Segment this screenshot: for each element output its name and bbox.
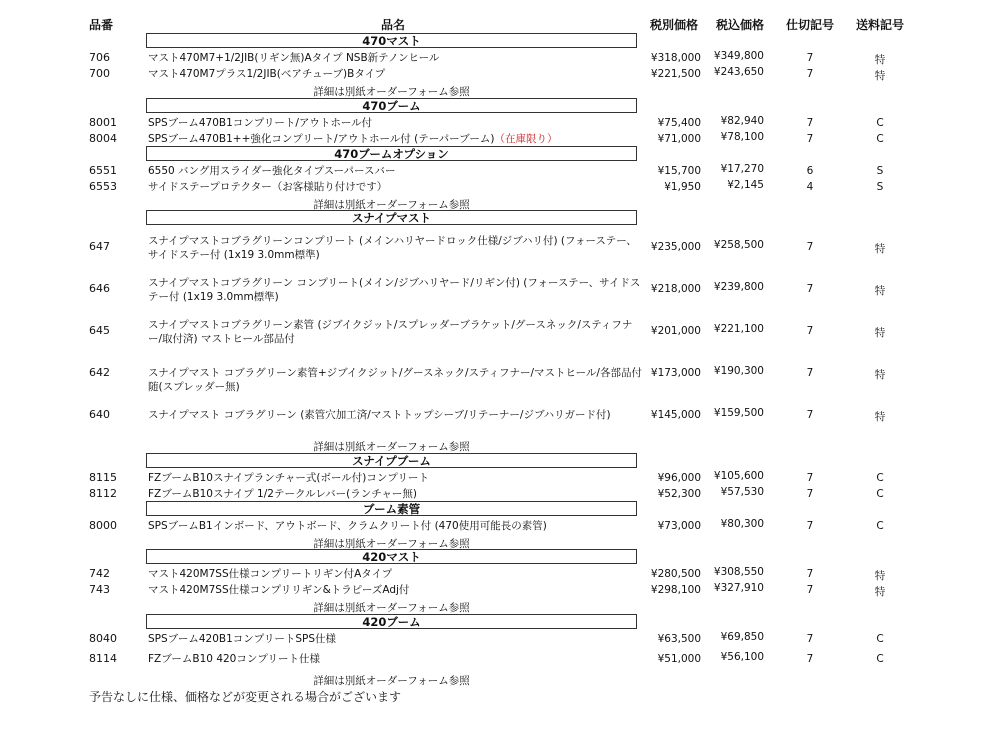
- item-name: [148, 652, 643, 666]
- price-ex-tax: ¥1,950: [664, 181, 701, 193]
- price-ex-tax: ¥218,000: [650, 283, 701, 295]
- price-ex-tax: ¥63,500: [657, 633, 701, 645]
- item-name: [148, 471, 643, 485]
- item-code: 646: [89, 282, 110, 295]
- item-code: 6553: [89, 180, 117, 193]
- detail-note: 詳細は別紙オーダーフォーム参照: [313, 199, 470, 211]
- item-name-text: マスト470M7プラス1/2JIB(ベアチューブ)Bタイプ: [148, 68, 386, 80]
- header-price-ex: 税別価格: [650, 18, 699, 32]
- item-name-text: FZブームB10スナイプ 1/2テークルレバー(ランチャー無): [148, 488, 418, 500]
- item-name-text: SPSブームB1インボード、アウトボード、クラムクリート付 (470使用可能長の素管): [148, 520, 547, 532]
- item-name: [148, 318, 643, 346]
- item-name-text: スナイプマストコブラグリーン素管 (ジブイクジット/スプレッダーブラケット/グースネック/スティフナー/取付済) マストヒール部品付: [148, 319, 633, 345]
- item-name: [148, 180, 643, 194]
- item-code: 8040: [89, 632, 117, 645]
- cut-code: 7: [806, 488, 814, 500]
- price-in-tax: ¥258,500: [713, 239, 764, 251]
- item-name-text: スナイプマスト コブラグリーン素管+ジブイクジット/グースネック/スティフナー/マストヒール/各部品付随(スプレッダー無): [148, 367, 642, 393]
- item-code: 742: [89, 567, 110, 580]
- price-in-tax: ¥190,300: [713, 365, 764, 377]
- section-header: 470マスト: [146, 33, 637, 48]
- item-code: 6551: [89, 164, 117, 177]
- cut-code: 7: [806, 283, 814, 295]
- price-in-tax: ¥308,550: [713, 566, 764, 578]
- header-code: 品番: [89, 18, 114, 32]
- item-name-text: スナイプマストコブラグリーンコンプリート (メインハリヤードロック仕様/ジブハリ付) (フォーステー、サイドステー付 (1x19 3.0mm標準): [148, 235, 637, 261]
- detail-note: 詳細は別紙オーダーフォーム参照: [313, 602, 470, 614]
- cut-code: 7: [806, 241, 814, 253]
- item-name: [148, 116, 643, 130]
- ship-code: 特: [874, 327, 886, 339]
- item-name-text: スナイプマストコブラグリーン コンプリート(メイン/ジブハリヤード/リギン付) (フォーステー、サイドステー付 (1x19 3.0mm標準): [148, 277, 641, 303]
- item-code: 706: [89, 51, 110, 64]
- cut-code: 7: [806, 568, 814, 580]
- item-code: 8114: [89, 652, 117, 665]
- price-in-tax: ¥243,650: [713, 66, 764, 78]
- price-in-tax: ¥159,500: [713, 407, 764, 419]
- ship-code: C: [876, 133, 884, 145]
- cut-code: 7: [806, 117, 814, 129]
- item-code: 700: [89, 67, 110, 80]
- cut-code: 7: [806, 584, 814, 596]
- item-code: 647: [89, 240, 110, 253]
- price-in-tax: ¥57,530: [720, 486, 764, 498]
- ship-code: C: [876, 117, 884, 129]
- price-ex-tax: ¥280,500: [650, 568, 701, 580]
- item-name: [148, 234, 643, 262]
- cut-code: 7: [806, 367, 814, 379]
- ship-code: 特: [874, 243, 886, 255]
- cut-code: 7: [806, 653, 814, 665]
- price-ex-tax: ¥75,400: [657, 117, 701, 129]
- ship-code: 特: [874, 54, 886, 66]
- cut-code: 4: [806, 181, 814, 193]
- item-name: [148, 51, 643, 65]
- cut-code: 7: [806, 133, 814, 145]
- item-name-text: SPSブーム470B1++強化コンプリート/アウトホール付 (テーパーブーム): [148, 133, 495, 145]
- cut-code: 6: [806, 165, 814, 177]
- price-in-tax: ¥221,100: [713, 323, 764, 335]
- price-in-tax: ¥17,270: [720, 163, 764, 175]
- item-name-text: マスト420M7SS仕様コンプリリギン&トラピーズAdj付: [148, 584, 410, 596]
- ship-code: S: [876, 181, 884, 193]
- item-name-text: FZブームB10スナイプランチャー式(ボール付)コンプリート: [148, 472, 429, 484]
- price-ex-tax: ¥96,000: [657, 472, 701, 484]
- price-in-tax: ¥82,940: [720, 115, 764, 127]
- section-header: 420マスト: [146, 549, 637, 564]
- ship-code: 特: [874, 285, 886, 297]
- item-code: 8000: [89, 519, 117, 532]
- item-name-text: SPSブーム470B1コンプリート/アウトホール付: [148, 117, 373, 129]
- item-name-text: スナイプマスト コブラグリーン (素管穴加工済/マストトップシーブ/リテーナー/ジブハリガード付): [148, 409, 611, 421]
- item-name: [148, 583, 643, 597]
- price-ex-tax: ¥73,000: [657, 520, 701, 532]
- item-name: [148, 276, 643, 304]
- price-in-tax: ¥69,850: [720, 631, 764, 643]
- detail-note: 詳細は別紙オーダーフォーム参照: [313, 538, 470, 550]
- cut-code: 7: [806, 633, 814, 645]
- section-header: ブーム素管: [146, 501, 637, 516]
- cut-code: 7: [806, 68, 814, 80]
- price-in-tax: ¥349,800: [713, 50, 764, 62]
- detail-note: 詳細は別紙オーダーフォーム参照: [313, 441, 470, 453]
- price-ex-tax: ¥221,500: [650, 68, 701, 80]
- cut-code: 7: [806, 409, 814, 421]
- item-name-text: SPSブーム420B1コンプリートSPS仕様: [148, 633, 337, 645]
- detail-note: 詳細は別紙オーダーフォーム参照: [313, 675, 470, 687]
- section-header: スナイプブーム: [146, 453, 637, 468]
- stock-note: （在庫限り）: [494, 133, 558, 145]
- price-ex-tax: ¥71,000: [657, 133, 701, 145]
- price-in-tax: ¥327,910: [713, 582, 764, 594]
- header-cut: 仕切記号: [786, 18, 835, 32]
- item-name: [148, 67, 643, 81]
- section-header: 470ブーム: [146, 98, 637, 113]
- ship-code: 特: [874, 369, 886, 381]
- price-ex-tax: ¥235,000: [650, 241, 701, 253]
- item-code: 743: [89, 583, 110, 596]
- item-code: 8004: [89, 132, 117, 145]
- price-in-tax: ¥2,145: [727, 179, 764, 191]
- ship-code: S: [876, 165, 884, 177]
- price-in-tax: ¥105,600: [713, 470, 764, 482]
- item-name: [148, 487, 643, 501]
- item-name: [148, 366, 643, 394]
- item-name: [148, 519, 643, 533]
- ship-code: C: [876, 488, 884, 500]
- price-in-tax: ¥78,100: [720, 131, 764, 143]
- footer-note: 予告なしに仕様、価格などが変更される場合がございます: [89, 690, 402, 704]
- header-ship: 送料記号: [856, 18, 905, 32]
- price-ex-tax: ¥145,000: [650, 409, 701, 421]
- header-name: 品名: [381, 18, 406, 32]
- item-name: [148, 132, 643, 146]
- section-header: スナイプマスト: [146, 210, 637, 225]
- item-name-text: 6550 バング用スライダー強化タイプスーパースバー: [148, 165, 396, 177]
- item-code: 642: [89, 366, 110, 379]
- price-ex-tax: ¥52,300: [657, 488, 701, 500]
- cut-code: 7: [806, 325, 814, 337]
- price-ex-tax: ¥15,700: [657, 165, 701, 177]
- price-ex-tax: ¥318,000: [650, 52, 701, 64]
- item-code: 8001: [89, 116, 117, 129]
- price-in-tax: ¥56,100: [720, 651, 764, 663]
- price-ex-tax: ¥298,100: [650, 584, 701, 596]
- item-code: 8112: [89, 487, 117, 500]
- price-ex-tax: ¥51,000: [657, 653, 701, 665]
- ship-code: 特: [874, 411, 886, 423]
- item-code: 8115: [89, 471, 117, 484]
- ship-code: C: [876, 633, 884, 645]
- cut-code: 7: [806, 520, 814, 532]
- item-name: [148, 632, 643, 646]
- item-code: 640: [89, 408, 110, 421]
- price-ex-tax: ¥173,000: [650, 367, 701, 379]
- cut-code: 7: [806, 52, 814, 64]
- item-name-text: FZブームB10 420コンプリート仕様: [148, 653, 320, 665]
- ship-code: 特: [874, 70, 886, 82]
- item-name: [148, 408, 643, 422]
- item-name: [148, 164, 643, 178]
- price-in-tax: ¥239,800: [713, 281, 764, 293]
- item-name-text: マスト470M7+1/2JIB(リギン無)Aタイプ NSB新テノンヒール: [148, 52, 440, 64]
- cut-code: 7: [806, 472, 814, 484]
- item-code: 645: [89, 324, 110, 337]
- section-header: 420ブーム: [146, 614, 637, 629]
- ship-code: 特: [874, 570, 886, 582]
- section-header: 470ブームオプション: [146, 146, 637, 161]
- detail-note: 詳細は別紙オーダーフォーム参照: [313, 86, 470, 98]
- price-ex-tax: ¥201,000: [650, 325, 701, 337]
- item-name-text: サイドステープロテクター（お客様貼り付けです）: [148, 181, 388, 193]
- ship-code: C: [876, 472, 884, 484]
- header-price-in: 税込価格: [716, 18, 765, 32]
- ship-code: 特: [874, 586, 886, 598]
- item-name: [148, 567, 643, 581]
- item-name-text: マスト420M7SS仕様コンプリートリギン付Aタイプ: [148, 568, 393, 580]
- price-in-tax: ¥80,300: [720, 518, 764, 530]
- ship-code: C: [876, 653, 884, 665]
- ship-code: C: [876, 520, 884, 532]
